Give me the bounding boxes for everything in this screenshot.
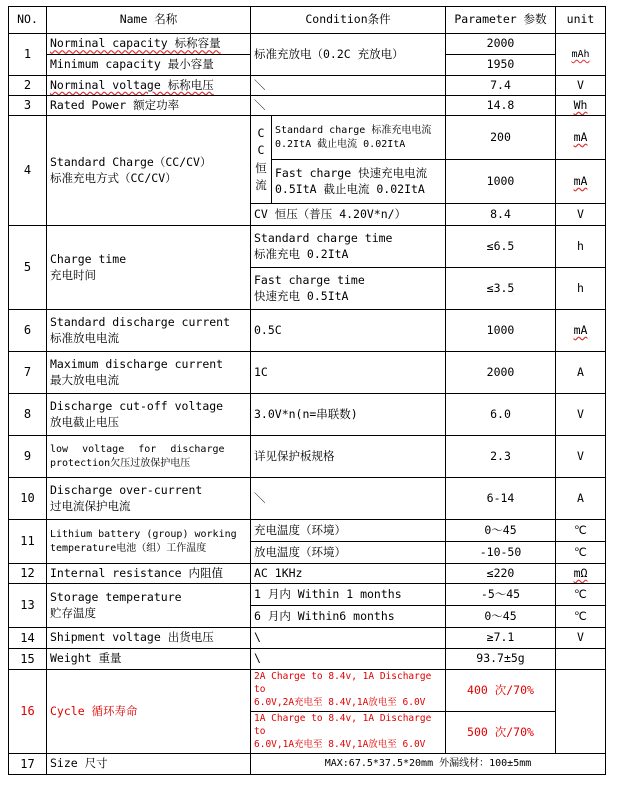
row-no: 15	[9, 649, 47, 670]
row-parameter: 1000	[446, 310, 556, 352]
name-en: Standard Charge（CC/CV）	[50, 154, 212, 169]
name-cn: 贮存温度	[50, 605, 96, 620]
row-no: 13	[9, 584, 47, 628]
name-en: Charge time	[50, 251, 127, 266]
row-name	[47, 520, 251, 564]
row-parameter: 6-14	[446, 478, 556, 520]
table-row	[9, 478, 606, 520]
table-row	[9, 520, 606, 542]
row-no: 10	[9, 478, 47, 520]
cond-line: 2A Charge to 8.4v, 1A Discharge to	[254, 671, 432, 696]
row-parameter: 500 次/70%	[446, 712, 556, 754]
row-condition: ＼	[251, 478, 446, 520]
row-parameter: 2000	[446, 352, 556, 394]
table-row	[9, 754, 606, 775]
table-row	[9, 564, 606, 584]
row-no: 17	[9, 754, 47, 775]
row-unit: mA	[556, 160, 606, 204]
cc-char: C	[257, 143, 265, 158]
table-row	[9, 116, 606, 160]
row-unit: mA	[556, 116, 606, 160]
row-parameter: 7.4	[446, 76, 556, 96]
row-no: 7	[9, 352, 47, 394]
name-cn: 过电流保护电流	[50, 498, 131, 513]
row-name: Rated Power 额定功率	[47, 96, 251, 116]
header-parameter: Parameter 参数	[446, 7, 556, 34]
cond-line: 1A Charge to 8.4v, 1A Discharge to	[254, 713, 432, 738]
row-name: Size 尺寸	[47, 754, 251, 775]
row-condition: ＼	[251, 96, 446, 116]
row-unit: V	[556, 628, 606, 649]
cond-line: 0.2ItA 截止电流 0.02ItA	[275, 138, 406, 150]
row-name	[47, 436, 251, 478]
name-cn: 标准充电方式（CC/CV）	[50, 170, 177, 185]
row-unit: ℃	[556, 606, 606, 628]
spec-sheet	[8, 6, 605, 775]
row-parameter: 1000	[446, 160, 556, 204]
cond-line: Fast charge 快速充电电流	[275, 165, 428, 180]
row-parameter: 14.8	[446, 96, 556, 116]
name-en: Lithium battery (group) working	[50, 529, 237, 540]
cc-char: 流	[255, 177, 267, 192]
cond-line: 标准充电 0.2ItA	[254, 246, 349, 261]
name-en: Standard discharge current	[50, 314, 231, 329]
table-row	[9, 628, 606, 649]
row-unit: A	[556, 478, 606, 520]
row-condition: 充电温度（环境）	[251, 520, 446, 542]
name-cn: protection欠压过放保护电压	[50, 457, 191, 469]
cond-line: Standard charge 标准充电电流	[275, 125, 432, 136]
row-parameter: 200	[446, 116, 556, 160]
row-condition: 3.0V*n(n=串联数)	[251, 394, 446, 436]
header-unit: unit	[556, 7, 606, 34]
cc-char: C	[257, 126, 265, 140]
row-no: 2	[9, 76, 47, 96]
row-name: Weight 重量	[47, 649, 251, 670]
header-no: NO.	[9, 7, 47, 34]
row-unit: mΩ	[556, 564, 606, 584]
name-en: Discharge over-current	[50, 482, 203, 497]
name-en: Maximum discharge current	[50, 356, 224, 371]
row-no: 9	[9, 436, 47, 478]
row-unit: ℃	[556, 542, 606, 564]
name-en: Storage temperature	[50, 589, 182, 604]
row-condition	[251, 670, 446, 712]
name-en: Discharge cut-off voltage	[50, 398, 224, 413]
row-name: Minimum capacity 最小容量	[47, 55, 251, 76]
row-unit: V	[556, 436, 606, 478]
name-cn: temperature电池（组）工作温度	[50, 542, 207, 554]
row-condition: CV 恒压（普压 4.20V*n/）	[251, 204, 446, 226]
row-condition: AC 1KHz	[251, 564, 446, 584]
table-row	[9, 436, 606, 478]
cond-line: 0.5ItA 截止电流 0.02ItA	[275, 181, 425, 196]
row-condition: 标准充放电（0.2C 充放电）	[251, 34, 446, 76]
row-condition: 详见保护板规格	[251, 436, 446, 478]
row-no: 8	[9, 394, 47, 436]
table-row	[9, 34, 606, 55]
row-condition: 0.5C	[251, 310, 446, 352]
row-unit: mAh	[556, 34, 606, 76]
row-no: 4	[9, 116, 47, 226]
name-en: low voltage for discharge	[50, 444, 225, 455]
row-no: 16	[9, 670, 47, 754]
row-condition: 放电温度（环境）	[251, 542, 446, 564]
cc-label	[251, 116, 272, 204]
row-no: 5	[9, 226, 47, 310]
name-cn: 标准放电电流	[50, 330, 119, 345]
row-parameter: ≤220	[446, 564, 556, 584]
row-condition	[251, 226, 446, 268]
row-name	[47, 116, 251, 226]
row-name: Internal resistance 内阻值	[47, 564, 251, 584]
row-unit	[556, 649, 606, 670]
row-condition: \	[251, 649, 446, 670]
row-no: 3	[9, 96, 47, 116]
row-parameter: -10-50	[446, 542, 556, 564]
row-condition: \	[251, 628, 446, 649]
row-condition: 1C	[251, 352, 446, 394]
table-row	[9, 670, 606, 712]
cc-char: 恒	[255, 160, 267, 175]
row-condition	[251, 712, 446, 754]
row-parameter: 6.0	[446, 394, 556, 436]
row-name: Norminal capacity 标称容量	[47, 34, 251, 55]
row-parameter: 400 次/70%	[446, 670, 556, 712]
row-unit	[556, 670, 606, 754]
spec-table	[8, 6, 606, 775]
row-name	[47, 310, 251, 352]
row-unit: V	[556, 76, 606, 96]
row-condition: 1 月内 Within 1 months	[251, 584, 446, 606]
row-condition: 6 月内 Within6 months	[251, 606, 446, 628]
table-row	[9, 584, 606, 606]
row-no: 1	[9, 34, 47, 76]
row-no: 6	[9, 310, 47, 352]
table-row	[9, 649, 606, 670]
cond-line: 快速充电 0.5ItA	[254, 288, 349, 303]
cond-line: 6.0V,2A充电至 8.4V,1A放电至 6.0V	[254, 696, 426, 708]
row-parameter: 93.7±5g	[446, 649, 556, 670]
row-condition: MAX:67.5*37.5*20mm 外漏线材：100±5mm	[251, 754, 606, 775]
row-unit: Wh	[556, 96, 606, 116]
row-condition	[272, 160, 446, 204]
table-row	[9, 96, 606, 116]
row-unit: mA	[556, 310, 606, 352]
row-name: Cycle 循环寿命	[47, 670, 251, 754]
row-name	[47, 226, 251, 310]
row-condition: ＼	[251, 76, 446, 96]
row-unit: ℃	[556, 520, 606, 542]
row-name: Shipment voltage 出货电压	[47, 628, 251, 649]
row-name	[47, 352, 251, 394]
row-no: 12	[9, 564, 47, 584]
header-condition: Condition条件	[251, 7, 446, 34]
table-row	[9, 352, 606, 394]
row-unit: ℃	[556, 584, 606, 606]
table-row	[9, 394, 606, 436]
row-parameter: ≤3.5	[446, 268, 556, 310]
row-parameter: 2.3	[446, 436, 556, 478]
row-unit: h	[556, 226, 606, 268]
row-parameter: 1950	[446, 55, 556, 76]
cond-line: Fast charge time	[254, 272, 365, 287]
row-name	[47, 584, 251, 628]
name-cn: 充电时间	[50, 267, 96, 282]
row-no: 11	[9, 520, 47, 564]
row-name	[47, 394, 251, 436]
row-unit: V	[556, 204, 606, 226]
row-parameter: ≥7.1	[446, 628, 556, 649]
name-cn: 放电截止电压	[50, 414, 119, 429]
row-unit: A	[556, 352, 606, 394]
row-condition	[251, 268, 446, 310]
row-parameter: ≤6.5	[446, 226, 556, 268]
cond-line: Standard charge time	[254, 230, 393, 245]
name-cn: 最大放电电流	[50, 372, 119, 387]
cond-line: 6.0V,1A充电至 8.4V,1A放电至 6.0V	[254, 738, 426, 750]
row-parameter: 0～45	[446, 520, 556, 542]
row-unit: V	[556, 394, 606, 436]
row-parameter: -5～45	[446, 584, 556, 606]
row-condition	[272, 116, 446, 160]
row-no: 14	[9, 628, 47, 649]
row-name: Norminal voltage 标称电压	[47, 76, 251, 96]
row-unit: h	[556, 268, 606, 310]
table-row	[9, 76, 606, 96]
header-row	[9, 7, 606, 34]
row-name	[47, 478, 251, 520]
row-parameter: 0～45	[446, 606, 556, 628]
row-parameter: 2000	[446, 34, 556, 55]
table-row	[9, 310, 606, 352]
header-name: Name 名称	[47, 7, 251, 34]
table-row	[9, 226, 606, 268]
row-parameter: 8.4	[446, 204, 556, 226]
